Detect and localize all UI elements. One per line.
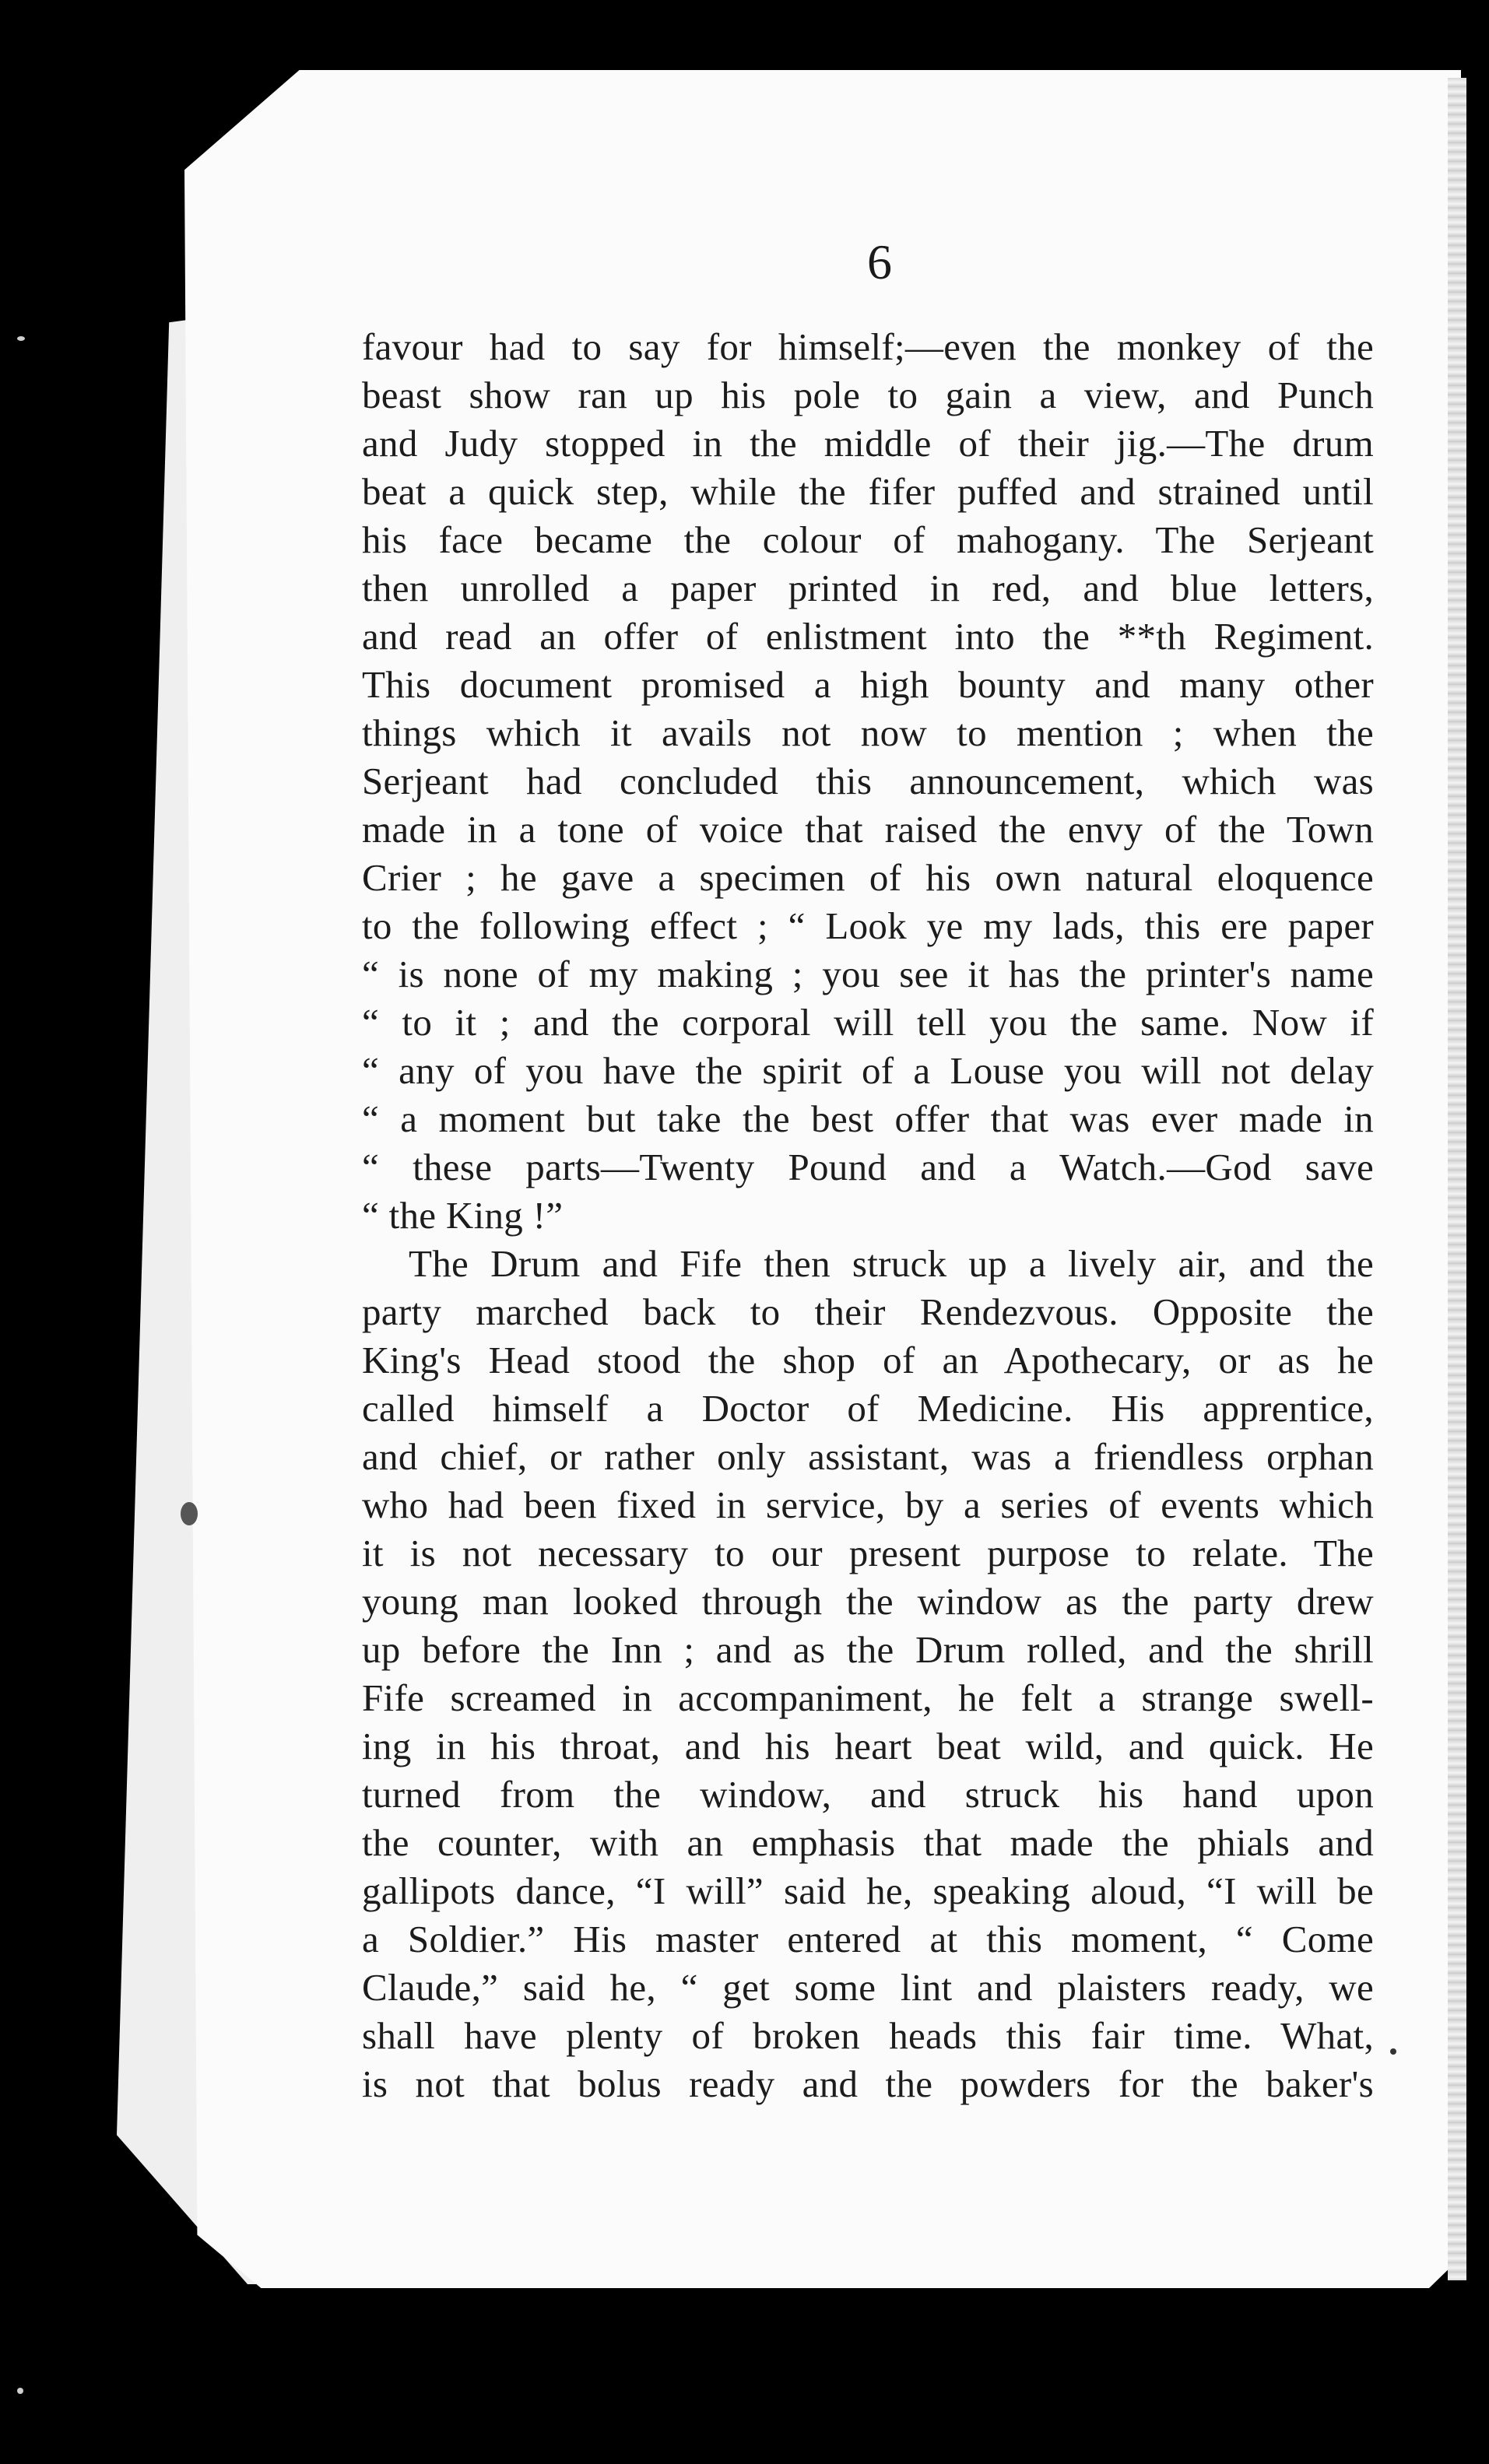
page-edge	[1448, 78, 1466, 2280]
text-line: turned from the window, and struck his hand upon	[362, 1773, 1374, 1816]
text-line: King's Head stood the shop of an Apothecary, or as he	[362, 1339, 1374, 1381]
text-line: beat a quick step, while the fifer puffed and strained until	[362, 470, 1374, 513]
text-line: and chief, or rather only assistant, was a friendless orphan	[362, 1435, 1374, 1478]
text-line: is not that bolus ready and the powders for the baker's	[362, 2062, 1374, 2105]
text-line: it is not necessary to our present purpose to relate. The	[362, 1532, 1374, 1574]
text-line: to the following effect ; “ Look ye my lads, this ere paper	[362, 904, 1374, 947]
text-line: favour had to say for himself;—even the monkey of the	[362, 325, 1374, 368]
text-line: young man looked through the window as the party drew	[362, 1580, 1374, 1623]
body-text	[362, 323, 1374, 2108]
text-line: “ a moment but take the best offer that was ever made in	[362, 1097, 1374, 1140]
text-line: “ any of you have the spirit of a Louse you will not delay	[362, 1049, 1374, 1092]
text-line: Crier ; he gave a specimen of his own natural eloquence	[362, 856, 1374, 899]
text-line: Claude,” said he, “ get some lint and plaisters ready, we	[362, 1966, 1374, 2009]
text-line: a Soldier.” His master entered at this moment, “ Come	[362, 1918, 1374, 1960]
text-line: Fife screamed in accompaniment, he felt a strange swell-	[362, 1676, 1374, 1719]
dust-speck	[17, 2388, 23, 2394]
text-line: This document promised a high bounty and many other	[362, 663, 1374, 706]
text-line: called himself a Doctor of Medicine. His apprentice,	[362, 1387, 1374, 1430]
text-line: “ to it ; and the corporal will tell you the same. Now if	[362, 1001, 1374, 1044]
ink-dot	[1390, 2048, 1396, 2055]
text-line: up before the Inn ; and as the Drum rolled, and the shrill	[362, 1628, 1374, 1671]
text-line: his face became the colour of mahogany. The Serjeant	[362, 518, 1374, 561]
text-line: and read an offer of enlistment into the **th Regiment.	[362, 615, 1374, 658]
text-line: “ these parts—Twenty Pound and a Watch.—God save	[362, 1146, 1374, 1188]
text-line: Serjeant had concluded this announcement, which was	[362, 760, 1374, 802]
text-line: who had been fixed in service, by a series of events which	[362, 1483, 1374, 1526]
text-line: shall have plenty of broken heads this fair time. What,	[362, 2014, 1374, 2057]
text-line: things which it avails not now to mention ; when the	[362, 711, 1374, 754]
text-line: “ is none of my making ; you see it has the printer's name	[362, 953, 1374, 995]
text-line: “ the King !”	[362, 1194, 564, 1237]
text-line: party marched back to their Rendezvous. Opposite the	[362, 1290, 1374, 1333]
text-line: gallipots dance, “I will” said he, speaking aloud, “I will be	[362, 1869, 1374, 1912]
text-line: then unrolled a paper printed in red, and blue letters,	[362, 567, 1374, 609]
text-line: made in a tone of voice that raised the envy of the Town	[362, 808, 1374, 851]
text-line: The Drum and Fife then struck up a lively air, and the	[409, 1242, 1374, 1285]
page-number: 6	[867, 234, 892, 290]
text-line: the counter, with an emphasis that made the phials and	[362, 1821, 1374, 1864]
ink-blot	[181, 1502, 198, 1525]
text-line: and Judy stopped in the middle of their jig.—The drum	[362, 422, 1374, 465]
text-line: ing in his throat, and his heart beat wild, and quick. He	[362, 1725, 1374, 1767]
text-line: beast show ran up his pole to gain a view, and Punch	[362, 374, 1374, 416]
dust-speck	[17, 336, 25, 341]
